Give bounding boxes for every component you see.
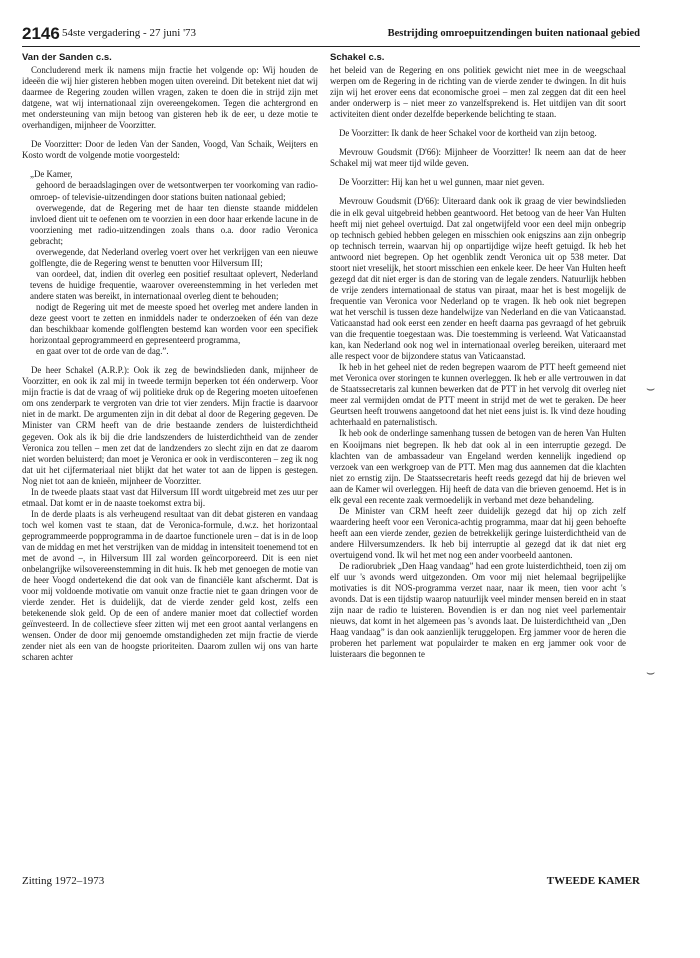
motion-clause: en gaat over tot de orde van de dag.”. bbox=[36, 346, 169, 357]
paragraph: De Minister van CRM heeft zeer duidelijk gezegd dat hij op zich zelf waardering heeft voor een Veronica-achtig programma, maar dat hij geen behoefte heeft aan een vierde zender, gezien de betrekkelijk geringe luisterdichtheid van de andere Hilversumzenders. Ik heb bij interruptie al gezegd dat ik dat niet erg overtuigend vond. Ik wil het met nog een ander voorbeeld aantonen. bbox=[330, 505, 626, 560]
paragraph: Ik heb ook de onderlinge samenhang tussen de betogen van de heren Van Hulten en Kooijmans niet begrepen. Ik heb dat ook al in een interruptie gezegd. De klachten van de ambassadeur van Engeland werden kennelijk ingediend op verzoek van een werkgroep van de PTT. Men mag dus aannemen dat die klachten niet zo ernstig zijn. De Staatssecretaris heeft reeds gezegd dat hij de brieven wel aan de Kamer wil overleggen. Hij heeft de data van die brieven genoemd. Het is in elk geval een recente zaak vermoedelijk in verband met deze behandeling. bbox=[330, 428, 626, 505]
page-number: 2146 bbox=[22, 24, 60, 43]
column-speaker-label: Van der Sanden c.s. bbox=[22, 52, 112, 63]
column-speaker-label: Schakel c.s. bbox=[330, 52, 385, 63]
left-column bbox=[22, 52, 318, 663]
session-line: 54ste vergadering - 27 juni '73 bbox=[62, 27, 197, 39]
paragraph: De Voorzitter: Hij kan het u wel gunnen, maar niet geven. bbox=[339, 177, 545, 188]
motion-clause: nodigt de Regering uit met de meeste spoed het overleg met andere landen in deze geest voort te zetten en inmiddels nader te onderzoeken of één van deze dan beschikbaar komende golflengten bestemd kan worden voor een specifiek horizontaal geprogrammeerd en gepresenteerd programma, bbox=[30, 301, 318, 346]
running-title: Bestrijding omroepuitzendingen buiten nationaal gebied bbox=[387, 28, 640, 39]
right-column bbox=[330, 52, 626, 660]
motion-opening: „De Kamer, bbox=[30, 169, 73, 180]
margin-pencil-mark: ⌣ bbox=[646, 382, 656, 397]
paragraph: het beleid van de Regering en ons politiek gewicht niet mee in de weegschaal werpen om de Regering in de richting van de vierde zender te dwingen. In dit huis zijn wij het erover eens dat economische groei – men zal zeggen dat dit een heel ander onderwerp is – niet meer zo vanzelfsprekend is. Het uitdijen van dit soort activiteiten dient onder dezelfde beperkende belichting te staan. bbox=[330, 65, 626, 120]
paragraph: Concluderend merk ik namens mijn fractie het volgende op: Wij houden de ideeën die wij hier gisteren hebben mogen uiten overeind. Dit betekent niet dat wij daarmee de Regering zouden willen vragen, zaken te doen die in strijd zijn met datgene, wat wij internationaal zijn overeengekomen. Tegen die achtergrond en met ondersteuning van mijn betoog van gisteren heb ik de eer, u deze motie te overhandigen, mijnheer de Voorzitter. bbox=[22, 65, 318, 131]
paragraph: De radiorubriek „Den Haag vandaag” had een grote luisterdichtheid, toen zij om elf uur 's avonds werd uitgezonden. Om voor mij niet helemaal begrijpelijke motivaties is dit NOS-programma verzet naar, naar ik meen, tien voor acht 's avonds. Dat is een tijdstip waarop natuurlijk veel minder mensen bereid en in staat zijn naar de radio te luisteren. Bovendien is er dan nog niet veel parlementair nieuws, dat komt in het algemeen pas 's avonds laat. De luisterdichtheid van „Den Haag vandaag” is dan ook aanzienlijk teruggelopen. Erg jammer voor de heren die proberen het parlement wat populairder te maken en erg jammer ook voor de luisteraars die begonnen te bbox=[330, 561, 626, 660]
footer-session: Zitting 1972–1973 bbox=[22, 875, 105, 887]
paragraph: In de derde plaats is als verheugend resultaat van dit debat gisteren en vandaag toch wel komen vast te staan, dat de Veronica-formule, d.w.z. het horizontaal geprogrammeerde popprogramma in de daartoe functionele uren – dat is in de loop van de middag en met het verstrijken van de middag in intensiteit toenemend tot en met de avond –, in Hilversum III zal worden geïncorporeerd. Dit is een niet onbelangrijke wilsovereenstemming in dit huis. Ik heb met genoegen de motie van de heer Voogd ondertekend die dat ook van de financiële kant afschermt. Dat is voor mij voldoende motivatie om vanuit onze fractie niet te gaan dringen voor de vierde zender. Het is duidelijk, dat de vierde zender geld kost, zelfs een betekenende slok geld. Op de een of andere manier moet dat collectief worden geïnvesteerd. In de collectieve sfeer zitten wij met een groot aantal verlangens en wensen. Onder de door mij genoemde omstandigheden zet mijn fractie de vierde zender niet als een van de hoogste prioriteiten. Daarom zullen wij ons van harte scharen achter bbox=[22, 508, 318, 663]
paragraph: In de tweede plaats staat vast dat Hilversum III wordt uitgebreid met zes uur per etmaal. Dat komt er in de naaste toekomst extra bij. bbox=[22, 486, 318, 508]
page-header bbox=[22, 24, 640, 47]
paragraph: Mevrouw Goudsmit (D'66): Mijnheer de Voorzitter! Ik neem aan dat de heer Schakel mij wat meer tijd wilde geven. bbox=[330, 147, 626, 169]
paragraph: De heer Schakel (A.R.P.): Ook ik zeg de bewindslieden dank, mijnheer de Voorzitter, en ook ik zal mij in tweede termijn beperken tot één onderwerp. Voor mijn fractie is dat de vraag of wij politieke druk op de Regering moeten uitoefenen om ons zenderpark te vergroten van drie tot vier zenders. Mijn fractie is daarvoor niet in de markt. De argumenten zijn in dit debat al door de Regering gegeven. De Minister van CRM heeft van de drie bestaande zenders de luisterdichtheid gegeven. Ook als ik bij die drie landszenders de luisterdichtheid van de zender Veronica zou tellen – men zet dat de landzenders zo slecht zijn en dat ze daarom niet worden beluisterd; dan moet je Veronica er ook in verdisconteren – zeg ik nog dat uit het cijfermateriaal niet blijkt dat het water tot aan de lippen is gestegen. Nog niet tot aan de knieën, mijnheer de Voorzitter. bbox=[22, 365, 318, 486]
paragraph: De Voorzitter: Door de leden Van der Sanden, Voogd, Van Schaik, Weijters en Kosto wordt de volgende motie voorgesteld: bbox=[22, 139, 318, 161]
margin-pencil-mark: ⌣ bbox=[646, 666, 656, 681]
paragraph: Ik heb in het geheel niet de reden begrepen waarom de PTT heeft gemeend niet met Veronica over storingen te kunnen overleggen. Ik heb er alle vertrouwen in dat de Staatssecretaris zal kunnen bewerken dat de PTT in het vervolg dit overleg niet meer zal vermijden omdat de PTT meent in strijd met de wet te geraken. De heer Geurtsen heeft trouwens aangetoond dat het niet eens juist is. Ik vind deze houding achterhaald en paternalistisch. bbox=[330, 362, 626, 428]
motion-clause: gehoord de beraadslagingen over de wetsontwerpen ter voorkoming van radio-omroep- of televisie-uitzendingen door stations buiten nationaal gebied; bbox=[30, 180, 318, 202]
motion-clause: overwegende, dat Nederland overleg voert over het verkrijgen van een nieuwe golflengte, die de Regering wenst te benutten voor Hilversum III; bbox=[30, 246, 318, 268]
motion-clause: van oordeel, dat, indien dit overleg een positief resultaat oplevert, Nederland tevens de huidige frequentie, waarover overeenstemming in het verleden met andere staten was bereikt, in internationaal overleg dient te behouden; bbox=[30, 268, 318, 301]
page-footer bbox=[22, 875, 640, 891]
footer-chamber: TWEEDE KAMER bbox=[546, 875, 640, 887]
paragraph: De Voorzitter: Ik dank de heer Schakel voor de kortheid van zijn betoog. bbox=[339, 128, 597, 139]
paragraph: Mevrouw Goudsmit (D'66): Uiteraard dank ook ik graag de vier bewindslieden die in elk geval uitgebreid hebben geantwoord. Het betoog van de heer Van Hulten heeft mij niet geheel overtuigd. Dat zal ongetwijfeld voor een deel mijn onbegrip op technisch gebied hebben gelegen en misschien ook enigszins aan zijn onbegrip op technisch terrein, waarvan hij op onpartijdige wijze heeft getuigd. Ik heb het antwoord niet begrepen. Op het ogenblik zendt Veronica uit op 538 meter. Dat stoort niet vreselijk, het stoort misschien een enkele keer. De heer Van Hulten heeft gezegd dat dit niet erger is dan de storing van de legale zenders. Natuurlijk hebben de vrije zenders internationaal de status van piraat, maar het is best mogelijk de frequentie van Veronica voor Nederland op te vragen. Ik heb ook niet begrepen wat het verschil is tussen deze handelwijze van Nederland en die van Vaticaanstad. Vaticaanstad had ook eerst een zender en heeft daarna pas gevraagd of het gebruik van die frequentie toegestaan was. Die toestemming is verleend. Wat Vaticaanstad kan, kan Nederland ook nog wel in internationaal overleg bereiken, uiteraard met alle respect voor de bijzondere status van Vaticaanstad. bbox=[330, 196, 626, 362]
motion-clause: overwegende, dat de Regering met de haar ten dienste staande middelen invloed dient uit te oefenen om te voorzien in een door haar erkende lacune in de voorziening met radio-uitzendingen zoals thans o.a. door radio Veronica gebracht; bbox=[30, 202, 318, 246]
